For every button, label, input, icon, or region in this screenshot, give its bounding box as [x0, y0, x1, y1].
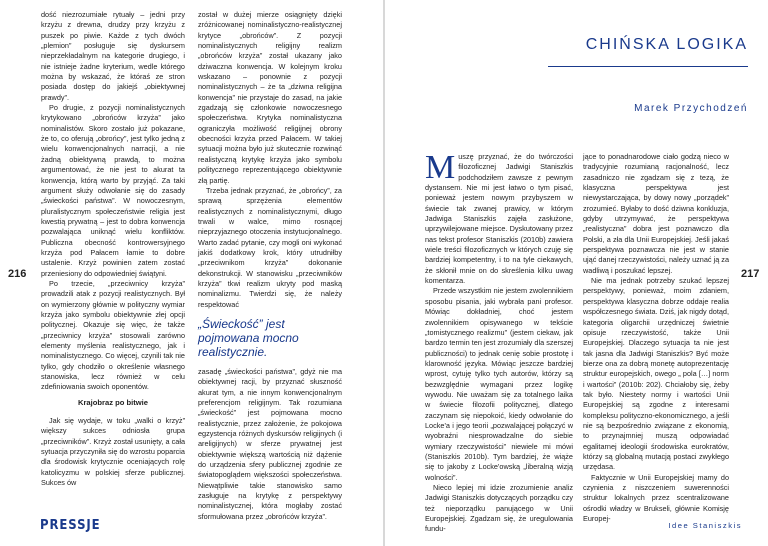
page-number: 216	[8, 268, 27, 280]
right-page-column-2	[583, 152, 729, 524]
running-footer: Idee Staniszkis	[668, 521, 742, 530]
article-author: Marek Przychodzeń	[634, 103, 748, 114]
paragraph: Trzeba jednak przyznać, że „obrońcy”, za sprawą sprzężenia elementów realistycznych z nominalistycznymi, długo trwali w walce, mimo rosnącej nieprzyjaznego otoczenia instytucjonalnego. Warto zadać pytanie, czy mogli oni wykonać jakiś dodatkowy krok, który utrudniłby „przeciwnikom krzyża” dokonanie dekonstrukcji. W stanowisku „przeciwników krzyża” tkwi realizm ukryty pod maską nominalizmu. Twierdzi się, że należy respektować	[198, 185, 342, 309]
title-rule	[548, 66, 748, 67]
left-page-column-2	[198, 10, 342, 522]
paragraph: Jak się wydaje, w toku „walki o krzyż” większy sukces odniosła grupa „przeciwników”. Krzyż został usunięty, a cała sytuacja przyczyniła się do wzrostu poparcia dla środowisk krytycznie oceniających rolę katolicyzmu w polskiej sferze publicznej. Sukces ów	[41, 416, 185, 488]
paragraph: dość niezrozumiałe rytuały – jedni przy krzyżu z drewna, drudzy przy krzyżu z puszek po piwie. Każde z tych dwóch „plemion” posługuje się dyskursem nieprzekładalnym na kategorie drugiego, i nie istnieje żadne kryterium, wedle którego można by wskazać, że któraś ze stron posiada dostęp do jakiejś „obiektywnej prawdy”.	[41, 10, 185, 102]
right-page-column-1	[425, 149, 573, 535]
right-page	[385, 0, 768, 546]
paragraph-text: uszę przyznać, że do twórczości filozoficznej Jadwigi Staniszkis podchodziłem zawsze z pewnym dystansem. Nie mi jest łatwo o tym pisać, ponieważ jestem nowym przybyszem w świecie tak zwanej prawicy, w którym Jadwiga Staniszkis zajęła zasłużone, uprzywilejowane miejsce. Dyskutowany przez nas tekst profesor Staniszkis (2010b) zawiera wiele treści filozoficznych w których czuję się bardziej kompetentny, i to na tyle ciekawych, że skłonił mnie on do skreślenia kilku uwag komentarza.	[425, 152, 573, 286]
paragraph: Po trzecie, „przeciwnicy krzyża” prowadzili atak z pozycji realistycznych. Był on wymierzony głównie w polityczny wymiar krzyża jako symbolu obiektywnie złej opcji politycznej. Okazuje się więc, że także „przeciwnicy krzyża” stosowali zarówno elementy myślenia realistycznego, jak i nominalistycznego. Co więcej, czynili tak nie tylko, gdy chodziło o określenie własnego stanowiska, lecz również w celu zdefiniowania swoich oponentów.	[41, 278, 185, 392]
paragraph	[425, 149, 573, 286]
pressje-logo: PRESSJE	[40, 518, 101, 533]
paragraph: Nieco lepiej mi idzie zrozumienie analiz Jadwigi Staniszkis dotyczących porządku czy też nieporządku panującego w Unii Europejskiej. Zgadzam się, że uregulowania fundu-	[425, 483, 573, 534]
paragraph: Po drugie, z pozycji nominalistycznych krytykowano „obrońców krzyża” jako nominalistów. Skoro zostało już pokazane, że to, co oferują „obrońcy”, jest tylko jedną z wielu konwencjonalnych narracji, a nie żadną obiektywną prawdą, to można argumentować, że nie jest to akurat ta konwencja, którą warto by przyjąć. Za taki argument służy odwołanie się do zasady „świeckości państwa”. W nowoczesnym, pluralistycznym społeczeństwie religia jest kwestią prywatną – jest to dobra konwencja pozwalająca uniknąć wielu konfliktów. Publiczna obecność kontrowersyjnego krzyża pod Pałacem łamie to dobre ustalenie. Krzyż powinien zatem zostać przeniesiony do odpowiedniej świątyni.	[41, 103, 185, 278]
drop-cap: M	[425, 149, 456, 186]
section-subheading: Krajobraz po bitwie	[77, 397, 149, 407]
paragraph: jące to ponadnarodowe ciało godzą nieco w tradycyjnie rozumianą racjonalność, lecz zasadniczo nie zgadzam się z tezą, że klasyczna perspektywa jest niewystarczająca, by dowy nowy „porządek” zrozumieć. Byłaby to dość dziwna konkluzja, gdyby utrzymywać, że perspektywa „realistyczna” dobra jest poznawczo dla Polski, a zła dla Unii Europejskiej. Jeśli jakaś perspektywa poznawcza nie jest w stanie ująć danej rzeczywistości, należy uznać ją za wadliwą i poszukać lepszej.	[583, 152, 730, 275]
paragraph: Przede wszystkim nie jestem zwolennikiem sposobu pisania, jaki wybrała pani profesor. Mówiąc dokładniej, choć jestem zwolennikiem opisywanego w tekście „tomistycznego realizmu” (jestem ciekaw, jak bardzo termin ten jest zrozumiały dla szerszej publiczności) to jednak cenię sobie prostotę i klarowność języka. Mówiąc jeszcze bardziej wprost, cytuję tylko tych autorów, którzy są bezwzględnie wymagani przez logikę wywodu. Nie uważam się za totalnego laika w świecie filozofii politycznej, dlatego zaczynam się niepokoić, kiedy odwołanie do Locke'a i jego teorii „pozwalającej połączyć w wyobraźni niesprowadzalne do siebie wymiary rzeczywistości” niewiele mi mówi (Staniszkis 2010b). Tym bardziej, że wiąże się to jakoby z Locke'owską „liberalną wizją wolności”.	[425, 286, 573, 482]
left-page	[0, 0, 383, 546]
pull-quote: „Świeckość” jest pojmowana mocno realistycznie.	[198, 316, 299, 359]
page-number: 217	[741, 268, 760, 280]
paragraph: zasadę „świeckości państwa”, gdyż nie ma obiektywnej racji, by przyznać słuszność akurat tym, a nie innym konwencjonalnym preferencjom religijnym. Tak rozumiana „świeckość” jest pojmowana mocno realistycznie, przez założenie, że pokojowa egzystencja różnych dyskursów religijnych (i areligijnych) w sferze prywatnej jest obiektywnie większą wartością niż dążenie do urządzenia sfery publicznej zgodnie ze światopoglądem większości społeczeństwa. Niewątpliwie takie stanowisko samo zasługuje na krytykę z perspektywy nominalistycznej, która mogłaby zostać sformułowana przez „obrońców krzyża”.	[198, 366, 342, 521]
paragraph: Faktycznie w Unii Europejskiej mamy do czynienia z niszczeniem suwerenności struktur lokalnych przez scentralizowane ośrodki władzy w Brukseli, głównie Komisję Europej-	[583, 472, 729, 524]
left-page-column-1	[41, 10, 185, 488]
paragraph: został w dużej mierze osiągnięty dzięki zróżnicowanej nominalistyczno-realistycznej krytyce „obrońców”. Z pozycji nominalistycznych religijny realizm „obrońców krzyża” został ukazany jako dziwaczna konwencja. W kolejnym kroku wskazano – ponownie z pozycji nominalistycznych – że ta „dziwna religijna konwencja” nie przystaje do zasad, na jakie zgadzają się członkowie nowoczesnego społeczeństwa. Krytyka nominalistyczna ograniczyła możliwość religijnej obrony obecności krzyża przed Pałacem. W takiej sytuacji można było już skutecznie rozwinąć realistyczną krytykę krzyża jako symbolu politycznego reprezentującego obiektywnie złą partię.	[198, 10, 342, 185]
paragraph: Nie ma jednak potrzeby szukać lepszej perspektywy, ponieważ, moim zdaniem, perspektywa klasyczna dobrze oddaje realia współczesnego świata. Dziś, jak nigdy dotąd, kategoria oligarchii urzędniczej świetnie opisuje rzeczywistość, także Unii Europejskiej. Dlaczego sytuacja ta nie jest tak jasna dla Jadwigi Staniszkis? Być może bierze ona za dobrą monetę autoprezentację struktur europejskich, owego „ pola […] norm i wartości” (2010b: 202). Chciałoby się, żeby tak było. Niestety normy i wartości Unii Europejskiej są zgodne z interesami kompleksu polityczno-ekonomicznego, a jeśli nie są bezpośrednio związane z ekonomią, to przynajmniej muszą odpowiadać egalitarnej ideologii środowiska eurokratów, którzy są globalną mutacją postaci zwykłego urzędasa.	[583, 276, 730, 472]
article-series-title: CHIŃSKA LOGIKA	[585, 36, 748, 53]
